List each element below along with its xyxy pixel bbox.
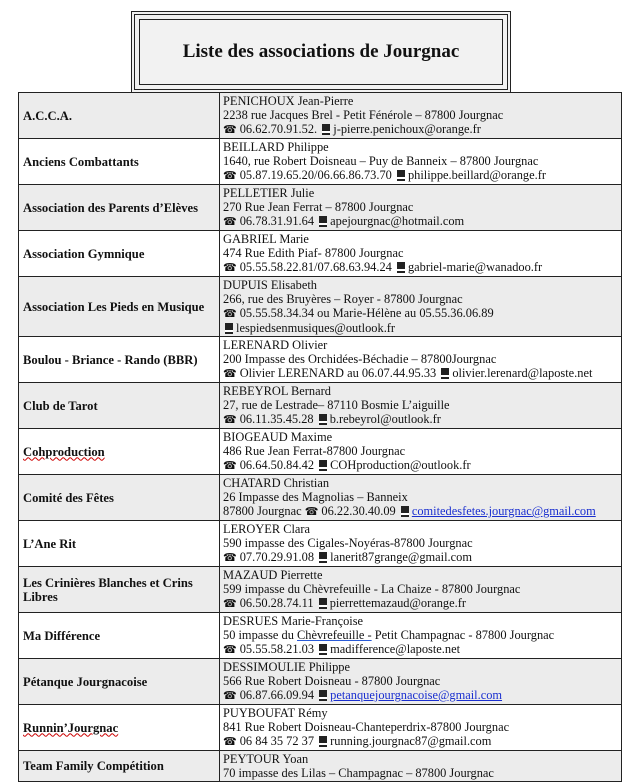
contact-text: 50 impasse du <box>223 628 297 642</box>
contact-text: REBEYROL Bernard <box>223 384 331 398</box>
phone-icon: ☎ <box>223 598 237 610</box>
contact-text: Petit Champagnac - 87800 Jourgnac <box>371 628 555 642</box>
phone-text: 05.87.19.65.20/06.66.86.73.70 <box>239 168 395 182</box>
contact-line <box>223 278 618 292</box>
table-row <box>19 383 622 429</box>
table-row <box>19 567 622 613</box>
contact-text: 474 Rue Edith Piaf- 87800 Jourgnac <box>223 246 404 260</box>
association-name <box>19 429 220 475</box>
computer-icon <box>322 124 330 133</box>
contact-line <box>223 490 618 504</box>
phone-icon: ☎ <box>223 690 237 702</box>
phone-icon: ☎ <box>223 124 237 136</box>
phone-icon: ☎ <box>223 308 237 320</box>
contact-line <box>223 752 618 766</box>
contact-text: 266, rue des Bruyères – Royer - 87800 Jourgnac <box>223 292 463 306</box>
computer-icon <box>397 170 405 179</box>
email-text: gabriel-marie@wanadoo.fr <box>407 260 543 274</box>
contact-info <box>220 383 622 429</box>
phone-icon: ☎ <box>223 736 237 748</box>
contact-text: LEROYER Clara <box>223 522 311 536</box>
email-text: pierrettemazaud@orange.fr <box>329 596 466 610</box>
contact-line <box>223 200 618 214</box>
association-name-text: Association Gymnique <box>23 246 145 261</box>
phone-text: 05.55.58.22.81/07.68.63.94.24 <box>239 260 395 274</box>
contact-text: 566 Rue Robert Doisneau - 87800 Jourgnac <box>223 674 441 688</box>
association-name <box>19 705 220 751</box>
phone-text: 06.50.28.74.11 <box>239 596 317 610</box>
phone-text: 05.55.58.21.03 <box>239 642 318 656</box>
contact-line <box>223 352 618 366</box>
association-name-text: Club de Tarot <box>23 398 98 413</box>
contact-line <box>223 628 618 642</box>
contact-line <box>223 232 618 246</box>
contact-line <box>223 642 618 657</box>
contact-text: LERENARD Olivier <box>223 338 328 352</box>
contact-line <box>223 430 618 444</box>
contact-text: PENICHOUX Jean-Pierre <box>223 94 354 108</box>
phone-text: 06.78.31.91.64 <box>239 214 318 228</box>
contact-line <box>223 550 618 565</box>
contact-line <box>223 734 618 749</box>
table-row <box>19 475 622 521</box>
association-name-text: Anciens Combattants <box>23 154 139 169</box>
email-text: b.rebeyrol@outlook.fr <box>329 412 441 426</box>
phone-icon: ☎ <box>223 170 237 182</box>
contact-line <box>223 596 618 611</box>
association-name-text: L’Ane Rit <box>23 536 77 551</box>
phone-text: 06.64.50.84.42 <box>239 458 318 472</box>
table-row <box>19 705 622 751</box>
contact-text: 486 Rue Jean Ferrat-87800 Jourgnac <box>223 444 406 458</box>
association-name <box>19 751 220 782</box>
table-row <box>19 337 622 383</box>
computer-icon <box>401 506 409 515</box>
contact-line <box>223 614 618 628</box>
contact-info <box>220 521 622 567</box>
contact-info <box>220 659 622 705</box>
contact-line <box>223 706 618 720</box>
association-name <box>19 185 220 231</box>
computer-icon <box>319 414 327 423</box>
phone-text: 06.11.35.45.28 <box>239 412 317 426</box>
contact-line <box>223 260 618 275</box>
contact-info <box>220 93 622 139</box>
phone-text: 06.22.30.40.09 <box>321 504 399 518</box>
association-name-text: Runnin’Jourgnac <box>23 720 119 735</box>
phone-icon: ☎ <box>223 262 237 274</box>
association-name <box>19 93 220 139</box>
table-row <box>19 277 622 337</box>
contact-text: 599 impasse du Chèvrefeuille - La Chaize - 87800 Jourgnac <box>223 582 521 596</box>
contact-line <box>223 246 618 260</box>
association-name-text: Boulou - Briance - Rando (BBR) <box>23 352 198 367</box>
contact-line <box>223 766 618 780</box>
email-text: philippe.beillard@orange.fr <box>407 168 546 182</box>
contact-line <box>223 384 618 398</box>
association-name <box>19 383 220 429</box>
contact-text: PUYBOUFAT Rémy <box>223 706 328 720</box>
table-row <box>19 231 622 277</box>
phone-text: Olivier LERENARD au 06.07.44.95.33 <box>239 366 440 380</box>
contact-info <box>220 277 622 337</box>
contact-text: BEILLARD Philippe <box>223 140 329 154</box>
contact-line <box>223 306 618 321</box>
association-name <box>19 521 220 567</box>
association-name <box>19 231 220 277</box>
association-name <box>19 613 220 659</box>
contact-line <box>223 321 618 335</box>
table-row <box>19 429 622 475</box>
email-text: lanerit87grange@gmail.com <box>330 550 472 564</box>
association-name-text: Cohproduction <box>23 444 105 459</box>
title-box <box>131 11 511 93</box>
contact-line <box>223 140 618 154</box>
computer-icon <box>225 323 233 332</box>
contact-info <box>220 705 622 751</box>
page-title: Liste des associations de Jourgnac <box>182 41 460 62</box>
table-row <box>19 185 622 231</box>
phone-icon: ☎ <box>223 552 237 564</box>
contact-line <box>223 108 618 122</box>
contact-text: DESSIMOULIE Philippe <box>223 660 351 674</box>
association-name <box>19 337 220 383</box>
contact-line <box>223 398 618 412</box>
email-text: running.jourgnac87@gmail.com <box>330 734 492 748</box>
contact-text: 70 impasse des Lilas – Champagnac – 87800 Jourgnac <box>223 766 494 780</box>
phone-icon: ☎ <box>223 460 237 472</box>
computer-icon <box>319 598 327 607</box>
table-row <box>19 521 622 567</box>
contact-line <box>223 536 618 550</box>
phone-icon: ☎ <box>304 506 319 518</box>
email-text: j-pierre.penichoux@orange.fr <box>333 122 481 136</box>
email-link[interactable]: petanquejourgnacoise@gmail.com <box>330 688 503 702</box>
phone-text: 07.70.29.91.08 <box>239 550 318 564</box>
contact-line <box>223 720 618 734</box>
contact-line <box>223 94 618 108</box>
contact-text: 1640, rue Robert Doisneau – Puy de Banneix – 87800 Jourgnac <box>223 154 539 168</box>
table-row <box>19 659 622 705</box>
computer-icon <box>441 368 449 377</box>
contact-info <box>220 751 622 782</box>
contact-text: GABRIEL Marie <box>223 232 309 246</box>
contact-line <box>223 122 618 137</box>
contact-info <box>220 475 622 521</box>
computer-icon <box>319 460 327 469</box>
computer-icon <box>319 690 327 699</box>
contact-info <box>220 567 622 613</box>
contact-text: 590 impasse des Cigales-Noyéras-87800 Jourgnac <box>223 536 473 550</box>
association-name <box>19 475 220 521</box>
contact-line <box>223 568 618 582</box>
email-text: lespiedsenmusiques@outlook.fr <box>236 321 396 335</box>
email-text: apejourgnac@hotmail.com <box>330 214 465 228</box>
phone-icon: ☎ <box>223 368 237 380</box>
contact-line <box>223 504 618 519</box>
contact-line <box>223 458 618 473</box>
phone-text: 06.62.70.91.52. <box>239 122 321 136</box>
phone-icon: ☎ <box>223 644 237 656</box>
email-link[interactable]: comitedesfetes.jourgnac@gmail.com <box>411 504 596 518</box>
contact-info <box>220 185 622 231</box>
contact-line <box>223 154 618 168</box>
contact-text: CHATARD Christian <box>223 476 330 490</box>
contact-text: DESRUES Marie-Françoise <box>223 614 364 628</box>
phone-icon: ☎ <box>223 216 237 228</box>
association-name <box>19 659 220 705</box>
contact-text: 27, rue de Lestrade– 87110 Bosmie L’aiguille <box>223 398 450 412</box>
association-name <box>19 567 220 613</box>
computer-icon <box>319 216 327 225</box>
contact-text: 200 Impasse des Orchidées-Béchadie – 87800Jourgnac <box>223 352 497 366</box>
contact-info <box>220 139 622 185</box>
table-row <box>19 613 622 659</box>
contact-line <box>223 674 618 688</box>
contact-text: 2238 rue Jacques Brel - Petit Fénérole – 87800 Jourgnac <box>223 108 504 122</box>
association-name <box>19 277 220 337</box>
contact-line <box>223 660 618 674</box>
email-text: madifference@laposte.net <box>330 642 461 656</box>
contact-line <box>223 292 618 306</box>
computer-icon <box>397 262 405 271</box>
association-name-text: Association Les Pieds en Musique <box>23 299 205 314</box>
table-row <box>19 751 622 782</box>
contact-text: 841 Rue Robert Doisneau-Chanteperdrix-87800 Jourgnac <box>223 720 510 734</box>
contact-line <box>223 168 618 183</box>
association-name-text: A.C.C.A. <box>23 108 72 123</box>
contact-info <box>220 231 622 277</box>
computer-icon <box>319 736 327 745</box>
phone-text: 06.87.66.09.94 <box>239 688 318 702</box>
contact-text: DUPUIS Elisabeth <box>223 278 317 292</box>
email-text: COHproduction@outlook.fr <box>330 458 471 472</box>
associations-table <box>18 92 622 782</box>
table-row <box>19 139 622 185</box>
contact-line <box>223 444 618 458</box>
contact-text: BIOGEAUD Maxime <box>223 430 333 444</box>
association-name-text: Comité des Fêtes <box>23 490 114 505</box>
contact-text: MAZAUD Pierrette <box>223 568 323 582</box>
contact-info <box>220 429 622 475</box>
contact-text: Chèvrefeuille - <box>297 628 372 642</box>
contact-line <box>223 338 618 352</box>
contact-text: 26 Impasse des Magnolias – Banneix <box>223 490 408 504</box>
contact-text: 87800 Jourgnac <box>223 504 305 518</box>
association-name-text: Ma Différence <box>23 628 101 643</box>
contact-info <box>220 613 622 659</box>
contact-text: 270 Rue Jean Ferrat – 87800 Jourgnac <box>223 200 414 214</box>
contact-line <box>223 366 618 381</box>
computer-icon <box>319 552 327 561</box>
phone-icon: ☎ <box>223 414 237 426</box>
contact-text: PELLETIER Julie <box>223 186 315 200</box>
association-name-text: Association des Parents d’Elèves <box>23 200 199 215</box>
contact-line <box>223 688 618 703</box>
association-name-text: Team Family Compétition <box>23 759 164 773</box>
contact-line <box>223 582 618 596</box>
association-name-text: Les Crinières Blanches et Crins Libres <box>23 575 193 604</box>
association-name <box>19 139 220 185</box>
email-text: olivier.lerenard@laposte.net <box>452 366 593 380</box>
computer-icon <box>319 644 327 653</box>
phone-text: 06 84 35 72 37 <box>239 734 318 748</box>
phone-text: 05.55.58.34.34 ou Marie-Hélène au 05.55.36.06.89 <box>239 306 494 320</box>
contact-info <box>220 337 622 383</box>
contact-text: PEYTOUR Yoan <box>223 752 309 766</box>
contact-line <box>223 522 618 536</box>
contact-line <box>223 214 618 229</box>
contact-line <box>223 476 618 490</box>
contact-line <box>223 186 618 200</box>
contact-line <box>223 412 618 427</box>
association-name-text: Pétanque Jourgnacoise <box>23 674 148 689</box>
table-row <box>19 93 622 139</box>
